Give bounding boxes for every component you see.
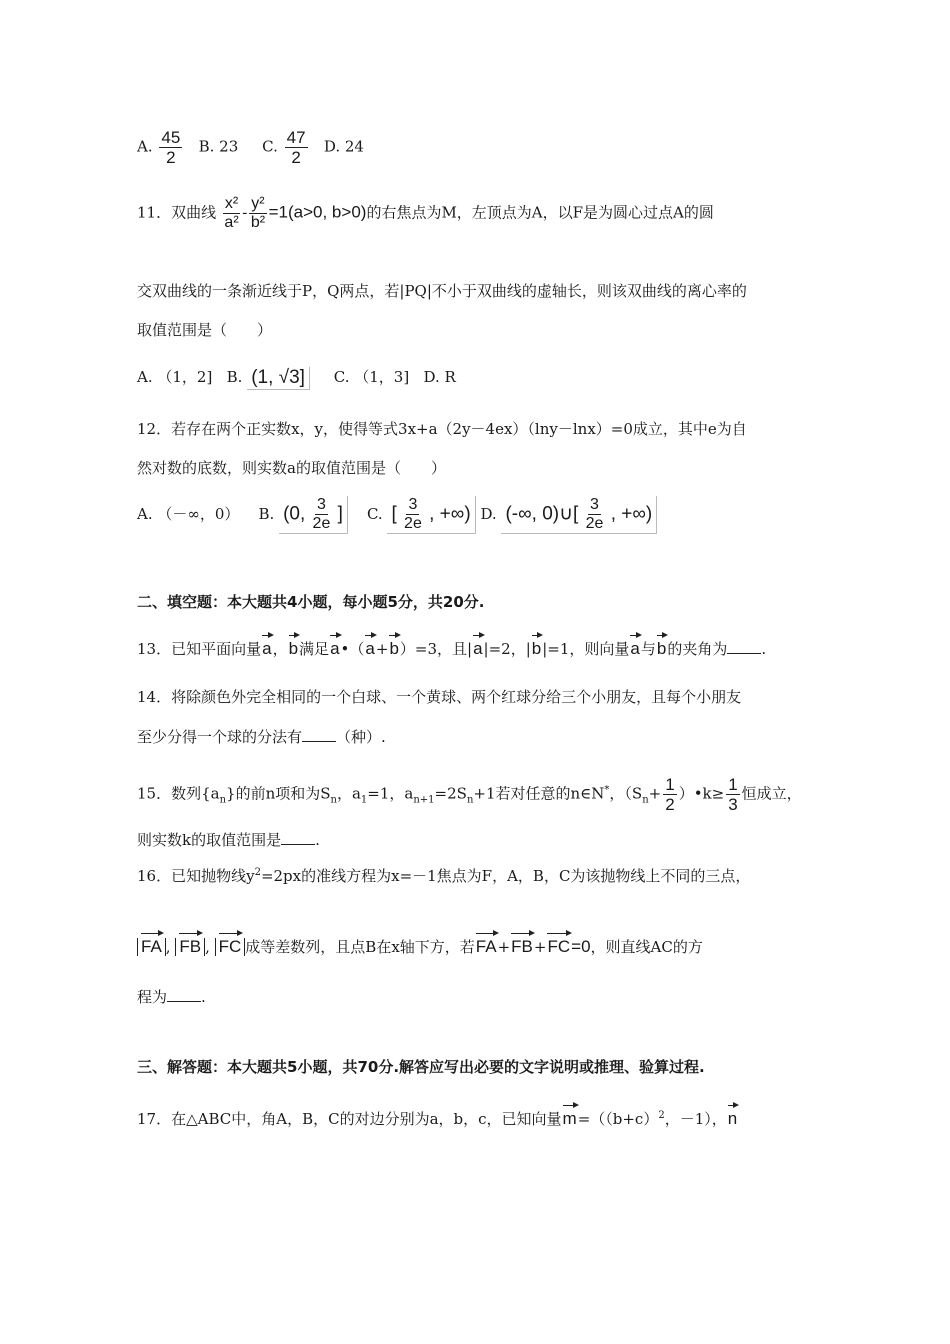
abs-vector-fa: FA bbox=[137, 938, 166, 956]
vector-fa: FA bbox=[476, 931, 497, 957]
answer-blank bbox=[727, 653, 761, 654]
vector-a: a bbox=[330, 633, 339, 659]
vector-fb: FB bbox=[511, 931, 533, 957]
q12-text2: 然对数的底数，则实数a的取值范围是（ ） bbox=[137, 459, 446, 477]
vector-b: b bbox=[532, 633, 541, 659]
vector-b: b bbox=[657, 633, 666, 659]
vector-n: n bbox=[728, 1103, 737, 1129]
q11-option-d: D. R bbox=[423, 368, 456, 386]
q12-options bbox=[137, 496, 657, 534]
vector-fc: FC bbox=[547, 931, 570, 957]
vector-m: m bbox=[563, 1103, 577, 1129]
answer-blank bbox=[167, 1001, 201, 1002]
q11-line1 bbox=[137, 195, 714, 232]
q11-text3: 取值范围是（ ） bbox=[137, 321, 273, 339]
q11-eq-tail: =1(a>0, b>0) bbox=[268, 202, 367, 222]
q13-line: 13．已知平面向量a，b满足a•（a+b）=3，且|a|=2，|b|=1，则向量a与b的夹角为 . bbox=[137, 633, 766, 659]
q17-line1: 17．在△ABC中，角A，B，C的对边分别为a，b，c，已知向量$m=((b+c)^2$，－1），n bbox=[137, 1103, 738, 1129]
q11-option-c: C. （1，3] bbox=[333, 368, 410, 386]
q12-c-fraction: $\frac{3}{2e}$ bbox=[404, 496, 422, 532]
q12-option-c-image: [ $\frac{3}{2e}$ , +∞) bbox=[387, 496, 475, 534]
q11-minus: - bbox=[242, 203, 248, 222]
q10-options bbox=[137, 128, 364, 167]
section3-heading: 三、解答题：本大题共5小题，共70分.解答应写出必要的文字说明或推理、验算过程. bbox=[137, 1058, 705, 1076]
q12-option-a: A. （－∞，0） bbox=[137, 505, 240, 523]
q12-d-fraction: $\frac{3}{2e}$ bbox=[585, 496, 604, 532]
q12-option-d-label: D. bbox=[480, 505, 497, 523]
abs-vector-fb: FB bbox=[175, 938, 205, 956]
q11-option-b-label: B. bbox=[226, 368, 243, 386]
q11-eq-x-fraction: $\frac{\text{x²}}{\text{a²}}$ bbox=[224, 195, 239, 231]
q16-line3: 程为 . bbox=[137, 988, 206, 1006]
vector-a: a bbox=[365, 633, 374, 659]
q16-line2: FA , FB , FC 成等差数列，且点B在x轴下方，若FA+FB+FC=0，则直线AC的方 bbox=[137, 931, 703, 957]
q12-b-fraction: $\frac{3}{2e}$ bbox=[312, 496, 331, 532]
q12-text1: 12．若存在两个正实数x，y，使得等式3x+a（2y－4ex）（lny－lnx）=0成立，其中e为自 bbox=[137, 420, 747, 438]
q10-option-d: D. 24 bbox=[323, 137, 364, 156]
q15-line1: 15．数列$\{a_n\}$的前n项和为$S_n$，$a_1=1$，$a_{n+1}=2S_n+1$若对任意的n∈N*，（$S_n+$ $\frac{1}{2}$ ）•k≥ $\frac{1}{3}$ 恒成立， bbox=[137, 775, 802, 814]
answer-blank bbox=[281, 844, 315, 845]
q10-option-a-label: A. bbox=[137, 137, 153, 156]
q14-text1: 14．将除颜色外完全相同的一个白球、一个黄球、两个红球分给三个小朋友，且每个小朋友 bbox=[137, 688, 742, 706]
q14-line2: 至少分得一个球的分法有 （种）. bbox=[137, 728, 386, 746]
q15-fraction-third: $\frac{1}{3}$ bbox=[728, 775, 738, 814]
q11-lead: 11．双曲线 bbox=[137, 203, 217, 222]
q16-line1: 16．已知抛物线$y^2=2px$的准线方程为x=－1焦点为F，A，B，C为该抛物线上不同的三点， bbox=[137, 867, 751, 885]
vector-b: b bbox=[289, 633, 298, 659]
q11-options bbox=[137, 366, 456, 390]
vector-a: a bbox=[630, 633, 639, 659]
q12-option-b-image: (0, $\frac{3}{2e}$ ] bbox=[279, 496, 348, 534]
q15-line2: 则实数k的取值范围是 . bbox=[137, 831, 320, 849]
q12-option-d-image: (-∞, 0)∪[ $\frac{3}{2e}$ , +∞) bbox=[501, 496, 657, 534]
q11-text2: 交双曲线的一条渐近线于P，Q两点，若|PQ|不小于双曲线的虚轴长，则该双曲线的离心率的 bbox=[137, 282, 747, 300]
vector-b: b bbox=[389, 633, 398, 659]
q11-eq-y-fraction: $\frac{\text{y²}}{\text{b²}}$ bbox=[250, 195, 266, 231]
q11-option-b-image: (1, √3] bbox=[247, 367, 310, 390]
q11-option-a: A. （1，2] bbox=[137, 368, 213, 386]
q10-option-c-fraction: $\frac{47}{2}$ bbox=[286, 128, 306, 167]
vector-a: a bbox=[262, 633, 271, 659]
q12-option-c-label: C. bbox=[366, 505, 383, 523]
q10-option-a-fraction: $\frac{45}{2}$ bbox=[161, 128, 181, 167]
q10-option-c-label: C. bbox=[262, 137, 278, 156]
abs-vector-fc: FC bbox=[215, 938, 246, 956]
vector-a: a bbox=[473, 633, 482, 659]
q15-fraction-half: $\frac{1}{2}$ bbox=[665, 775, 675, 814]
q12-option-b-label: B. bbox=[258, 505, 275, 523]
q11-text1: 的右焦点为M，左顶点为A，以F是为圆心过点A的圆 bbox=[366, 203, 714, 222]
q10-option-b: B. 23 bbox=[198, 137, 239, 156]
q13-lead: 13．已知平面向量 bbox=[137, 640, 262, 658]
answer-blank bbox=[302, 741, 336, 742]
section2-heading: 二、填空题：本大题共4小题，每小题5分，共20分. bbox=[137, 593, 485, 611]
